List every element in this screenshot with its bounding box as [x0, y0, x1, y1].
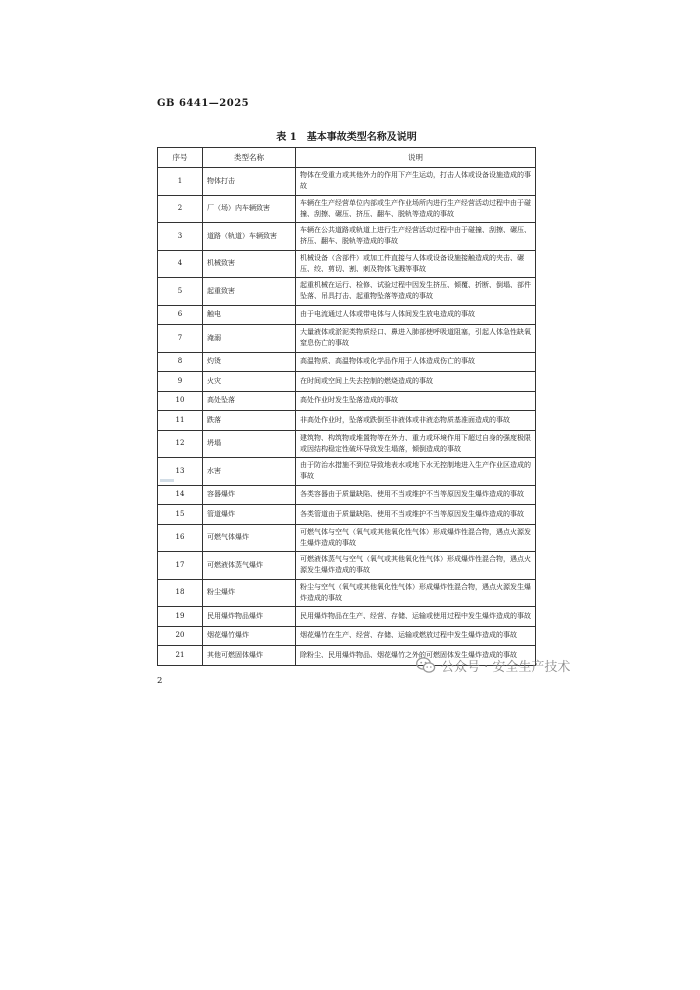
row-no: 2: [158, 195, 203, 223]
row-type: 容器爆炸: [203, 485, 296, 505]
table-row: [158, 305, 536, 325]
row-desc: 由于防治水措施不到位导致地表水或地下水无控制地进入生产作业区造成的事故: [296, 458, 536, 486]
row-desc: 除粉尘、民用爆炸物品、烟花爆竹之外的可燃固体发生爆炸造成的事故: [296, 646, 536, 666]
row-no: 14: [158, 485, 203, 505]
row-no: 18: [158, 579, 203, 607]
row-desc: 可燃液体蒸气与空气（氧气或其他氧化性气体）形成爆炸性混合物，遇点火源发生爆炸造成的事故: [296, 552, 536, 580]
row-type: 火灾: [203, 372, 296, 392]
row-no: 12: [158, 430, 203, 458]
row-no: 11: [158, 411, 203, 431]
table-row: [158, 325, 536, 353]
header-no: 序号: [158, 148, 203, 168]
row-desc: 起重机械在运行、检修、试验过程中因发生挤压、倾覆、折断、倒塌、部件坠落、吊具打击、起重物坠落等造成的事故: [296, 278, 536, 306]
row-no: 6: [158, 305, 203, 325]
table-row: [158, 411, 536, 431]
table-row: [158, 168, 536, 196]
row-desc: 各类容器由于质量缺陷、使用不当或维护不当等原因发生爆炸造成的事故: [296, 485, 536, 505]
table-row: [158, 391, 536, 411]
row-desc: 民用爆炸物品在生产、经营、存储、运输或使用过程中发生爆炸造成的事故: [296, 607, 536, 627]
row-no: 21: [158, 646, 203, 666]
scan-mark: [160, 479, 174, 482]
row-type: 起重致害: [203, 278, 296, 306]
table-row: [158, 579, 536, 607]
row-no: 16: [158, 524, 203, 552]
row-type: 坍塌: [203, 430, 296, 458]
watermark-text: 公众号 · 安全生产技术: [441, 660, 571, 675]
table-row: [158, 278, 536, 306]
row-type: 高处坠落: [203, 391, 296, 411]
row-desc: 建筑物、构筑物或堆置物等在外力、重力或环境作用下超过自身的强度极限或因结构稳定性破坏导致发生塌落，倾倒造成的事故: [296, 430, 536, 458]
row-no: 7: [158, 325, 203, 353]
table-row: [158, 195, 536, 223]
row-type: 淹溺: [203, 325, 296, 353]
row-type: 烟花爆竹爆炸: [203, 626, 296, 646]
table-row: [158, 458, 536, 486]
row-type: 跌落: [203, 411, 296, 431]
row-desc: 烟花爆竹在生产、经营、存储、运输或燃放过程中发生爆炸造成的事故: [296, 626, 536, 646]
row-no: 17: [158, 552, 203, 580]
table-row: [158, 552, 536, 580]
row-type: 水害: [203, 458, 296, 486]
row-no: 3: [158, 223, 203, 251]
row-no: 9: [158, 372, 203, 392]
standard-code: GB 6441—2025: [157, 98, 250, 109]
row-no: 15: [158, 505, 203, 525]
table-header-row: [158, 148, 536, 168]
row-desc: 高处作业时发生坠落造成的事故: [296, 391, 536, 411]
header-type: 类型名称: [203, 148, 296, 168]
row-no: 10: [158, 391, 203, 411]
row-desc: 非高处作业时，坠落或跌倒至非液体或非液态物质基准面造成的事故: [296, 411, 536, 431]
row-desc: 可燃气体与空气（氧气或其他氧化性气体）形成爆炸性混合物，遇点火源发生爆炸造成的事故: [296, 524, 536, 552]
row-type: 可燃液体蒸气爆炸: [203, 552, 296, 580]
row-type: 其他可燃固体爆炸: [203, 646, 296, 666]
row-type: 机械致害: [203, 250, 296, 278]
table-row: [158, 430, 536, 458]
table-row: [158, 524, 536, 552]
row-desc: 粉尘与空气（氧气或其他氧化性气体）形成爆炸性混合物，遇点火源发生爆炸造成的事故: [296, 579, 536, 607]
row-desc: 物体在受重力或其他外力的作用下产生运动，打击人体或设备设施造成的事故: [296, 168, 536, 196]
table-title: 表 1 基本事故类型名称及说明: [276, 132, 417, 143]
row-desc: 车辆在公共道路或轨道上进行生产经营活动过程中由于碰撞、刮擦、碾压、挤压、翻车、脱轨等造成的事故: [296, 223, 536, 251]
row-desc: 由于电流通过人体或带电体与人体间发生放电造成的事故: [296, 305, 536, 325]
table-row: [158, 372, 536, 392]
row-desc: 车辆在生产经营单位内部或生产作业场所内进行生产经营活动过程中由于碰撞、刮擦、碾压、挤压、翻车、脱轨等造成的事故: [296, 195, 536, 223]
row-type: 灼烫: [203, 352, 296, 372]
table-row: [158, 223, 536, 251]
row-desc: 机械设备（含部件）或加工件直接与人体或设备设施接触造成的夹击、碾压、绞、剪切、割、刺及物体飞溅等事故: [296, 250, 536, 278]
table-row: [158, 626, 536, 646]
row-no: 5: [158, 278, 203, 306]
row-type: 管道爆炸: [203, 505, 296, 525]
row-type: 粉尘爆炸: [203, 579, 296, 607]
header-desc: 说明: [296, 148, 536, 168]
row-desc: 各类管道由于质量缺陷、使用不当或维护不当等原因发生爆炸造成的事故: [296, 505, 536, 525]
row-desc: 大量液体或淤泥类物质经口、鼻进入肺部使呼吸道阻塞，引起人体急性缺氧窒息伤亡的事故: [296, 325, 536, 353]
table-row: [158, 250, 536, 278]
row-type: 触电: [203, 305, 296, 325]
row-no: 13: [158, 458, 203, 486]
row-type: 民用爆炸物品爆炸: [203, 607, 296, 627]
table-row: [158, 607, 536, 627]
row-no: 20: [158, 626, 203, 646]
row-desc: 在时间或空间上失去控制的燃烧造成的事故: [296, 372, 536, 392]
accident-types-table: [157, 147, 536, 666]
watermark: [416, 656, 570, 675]
table-row: [158, 505, 536, 525]
row-no: 1: [158, 168, 203, 196]
row-type: 厂（场）内车辆致害: [203, 195, 296, 223]
wechat-icon: [416, 657, 436, 674]
row-no: 19: [158, 607, 203, 627]
table-row: [158, 352, 536, 372]
row-type: 可燃气体爆炸: [203, 524, 296, 552]
table-row: [158, 485, 536, 505]
row-no: 4: [158, 250, 203, 278]
row-type: 道路（轨道）车辆致害: [203, 223, 296, 251]
row-desc: 高温物质、高温物体或化学品作用于人体造成伤亡的事故: [296, 352, 536, 372]
row-no: 8: [158, 352, 203, 372]
row-type: 物体打击: [203, 168, 296, 196]
page-number: 2: [157, 676, 163, 686]
